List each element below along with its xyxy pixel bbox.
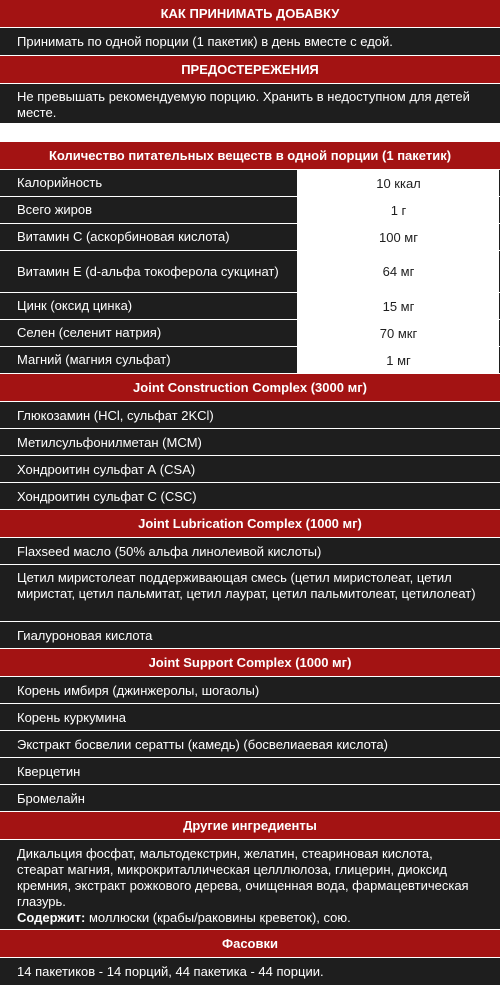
table-row	[0, 347, 500, 374]
table-row	[0, 224, 500, 251]
support-section	[0, 649, 500, 812]
packaging-section	[0, 930, 500, 985]
list-item: Корень куркумина	[0, 704, 500, 731]
nutrient-value: 10 ккал	[297, 170, 500, 196]
section-gap	[0, 124, 500, 142]
list-item: Метилсульфонилметан (MCM)	[0, 429, 500, 456]
other-ingredients-text	[0, 840, 500, 930]
packaging-header: Фасовки	[0, 930, 500, 958]
contains-label: Содержит:	[17, 910, 86, 925]
nutrient-value: 1 мг	[297, 347, 500, 373]
table-row	[0, 320, 500, 347]
other-ingredients-section	[0, 812, 500, 930]
list-item: Корень имбиря (джинжеролы, шогаолы)	[0, 677, 500, 704]
nutrient-value: 1 г	[297, 197, 500, 223]
lubrication-section	[0, 510, 500, 649]
list-item: Глюкозамин (HCl, сульфат 2KCl)	[0, 402, 500, 429]
how-to-text: Принимать по одной порции (1 пакетик) в день вместе с едой.	[0, 28, 500, 56]
nutrient-value: 64 мг	[297, 251, 500, 292]
warnings-section	[0, 56, 500, 124]
nutrient-value: 100 мг	[297, 224, 500, 250]
list-item: Бромелайн	[0, 785, 500, 812]
table-row	[0, 197, 500, 224]
list-item: Flaxseed масло (50% альфа линолеивой кислоты)	[0, 538, 500, 565]
table-row	[0, 170, 500, 197]
table-row	[0, 293, 500, 320]
nutrient-value: 70 мкг	[297, 320, 500, 346]
list-item: Хондроитин сульфат С (CSC)	[0, 483, 500, 510]
nutrient-value: 15 мг	[297, 293, 500, 319]
nutrient-name: Селен (селенит натрия)	[0, 320, 297, 346]
ingredients-list: Дикальция фосфат, мальтодекстрин, желатин, стеариновая кислота, стеарат магния, микрокриталлическая целллюлоза, глицерин, диоксид кремния, экстракт рожкового дерева, очищенная вода, фармацевтическая глазурь.	[17, 846, 469, 909]
list-item: Цетил миристолеат поддерживающая смесь (цетил миристолеат, цетил миристат, цетил пальмитат, цетил лаурат, цетил пальмитолеат, цетилолеат)	[0, 565, 500, 622]
list-item: Хондроитин сульфат А (CSA)	[0, 456, 500, 483]
construction-section	[0, 374, 500, 510]
nutrient-name: Витамин С (аскорбиновая кислота)	[0, 224, 297, 250]
how-to-section	[0, 0, 500, 56]
how-to-header: КАК ПРИНИМАТЬ ДОБАВКУ	[0, 0, 500, 28]
nutrient-name: Магний (магния сульфат)	[0, 347, 297, 373]
nutrient-name: Всего жиров	[0, 197, 297, 223]
construction-header: Joint Construction Complex (3000 мг)	[0, 374, 500, 402]
nutrient-name: Витамин Е (d-альфа токоферола сукцинат)	[0, 251, 297, 292]
warnings-header: ПРЕДОСТЕРЕЖЕНИЯ	[0, 56, 500, 84]
nutrient-name: Калорийность	[0, 170, 297, 196]
contains-text: моллюски (крабы/раковины креветок), сою.	[85, 910, 351, 925]
nutrition-header: Количество питательных веществ в одной порции (1 пакетик)	[0, 142, 500, 170]
support-header: Joint Support Complex (1000 мг)	[0, 649, 500, 677]
list-item: Кверцетин	[0, 758, 500, 785]
packaging-text: 14 пакетиков - 14 порций, 44 пакетика - 44 порции.	[0, 958, 500, 985]
nutrient-name: Цинк (оксид цинка)	[0, 293, 297, 319]
list-item: Гиалуроновая кислота	[0, 622, 500, 649]
lubrication-header: Joint Lubrication Complex (1000 мг)	[0, 510, 500, 538]
nutrition-table	[0, 142, 500, 374]
list-item: Экстракт босвелии сератты (камедь) (босвелиаевая кислота)	[0, 731, 500, 758]
warnings-text: Не превышать рекомендуемую порцию. Хранить в недоступном для детей месте.	[0, 84, 500, 124]
other-ingredients-header: Другие ингредиенты	[0, 812, 500, 840]
table-row	[0, 251, 500, 293]
